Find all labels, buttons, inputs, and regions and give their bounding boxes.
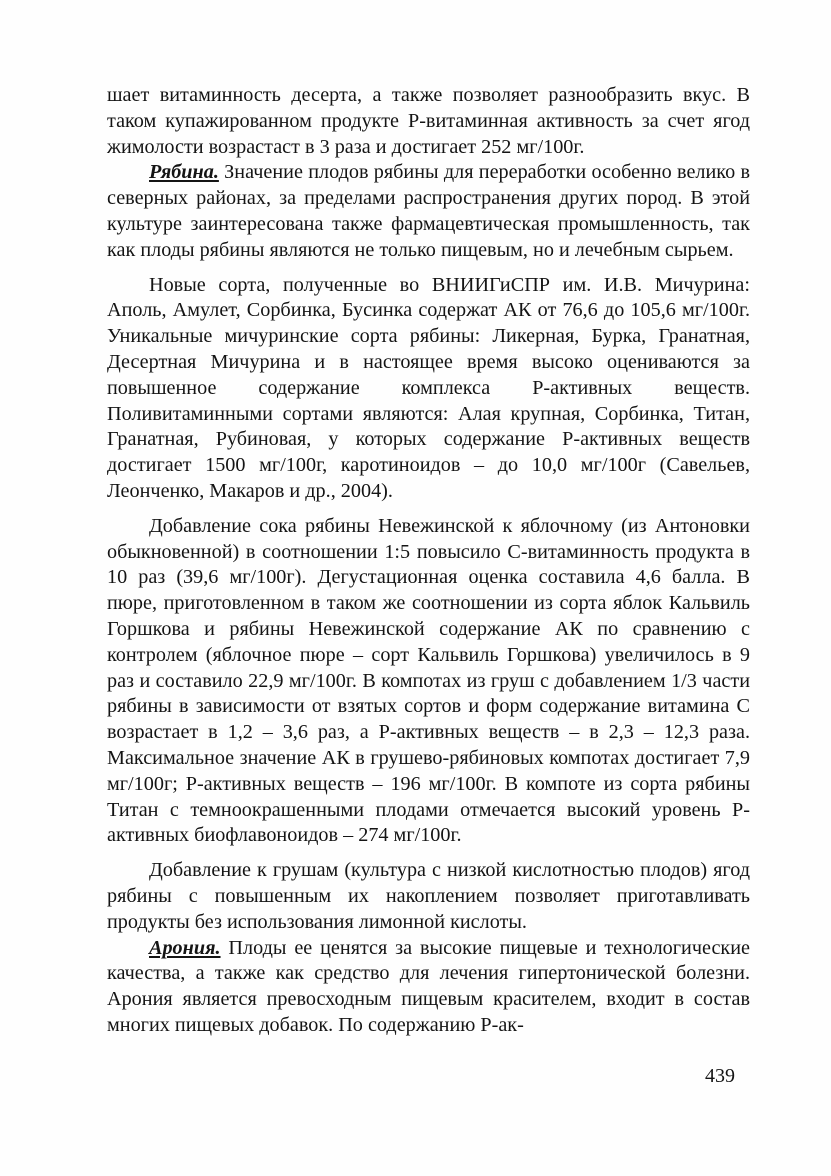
paragraph-rowan-juice [107,514,750,849]
section-heading-aronia: Арония. [149,936,221,959]
paragraph-rowan-varieties [107,273,750,505]
paragraph-text: Значение плодов рябины для переработки особенно велико в северных районах, за пределами распространения других пород. В этой культуре заинтересована также фармацевтическая промышленность, так как плоды рябины являются не только пищевым, но и лечебным сырьем. [107,161,750,261]
section-heading-rowan: Рябина. [149,161,219,184]
paragraph-pear-rowan [107,858,750,935]
paragraph-rowan-intro [107,160,750,263]
page-number: 439 [705,1065,735,1087]
paragraph-text: Добавление к грушам (культура с низкой кислотностью плодов) ягод рябины с повышенным их накоплением позволяет приготавливать продукты без использования лимонной кислоты. [107,859,750,933]
paragraph-continuation [107,83,750,160]
paragraph-text: Добавление сока рябины Невежинской к яблочному (из Антоновки обыкновенной) в соотношении 1:5 повысило С-витаминность продукта в 10 раз (39,6 мг/100г). Дегустационная оценка составила 4,6 балла. В пюре, приготовленном в таком же соотношении из сорта яблок Кальвиль Горшкова и рябины Невежинской содержание АК по сравнению с контролем (яблочное пюре – сорт Кальвиль Горшкова) увеличилось в 9 раз и составило 22,9 мг/100г. В компотах из груш с добавлением 1/3 части рябины в зависимости от взятых сортов и форм содержание витамина С возрастает в 1,2 – 3,6 раз, а Р-активных веществ – в 2,3 – 12,3 раза. Максимальное значение АК в грушево-рябиновых компотах достигает 7,9 мг/100г; Р-активных веществ – 196 мг/100г. В компоте из сорта рябины Титан с темноокрашенными плодами отмечается высокий уровень Р-активных биофлавоноидов – 274 мг/100г. [107,514,750,847]
paragraph-aronia-intro [107,936,750,1039]
paragraph-text: шает витаминность десерта, а также позволяет разнообразить вкус. В таком купажированном продукте Р-витаминная активность за счет ягод жимолости возрастаст в 3 раза и достигает 252 мг/100г. [107,84,750,158]
paragraph-text: Плоды ее ценятся за высокие пищевые и технологические качества, а также как средство для лечения гипертонической болезни. Арония является превосходным пищевым красителем, входит в состав многих пищевых добавок. По содержанию Р-ак- [107,936,750,1036]
body-text [107,83,750,1039]
paragraph-text: Новые сорта, полученные во ВНИИГиСПР им. И.В. Мичурина: Аполь, Амулет, Сорбинка, Бусинка содержат АК от 76,6 до 105,6 мг/100г. Уникальные мичуринские сорта рябины: Ликерная, Бурка, Гранатная, Десертная Мичурина и в настоящее время высоко оцениваются за повышенное содержание комплекса Р-активных веществ. Поливитаминными сортами являются: Алая крупная, Сорбинка, Титан, Гранатная, Рубиновая, у которых содержание Р-активных веществ достигает 1500 мг/100г, каротиноидов – до 10,0 мг/100г (Савельев, Леонченко, Макаров и др., 2004). [107,273,750,502]
